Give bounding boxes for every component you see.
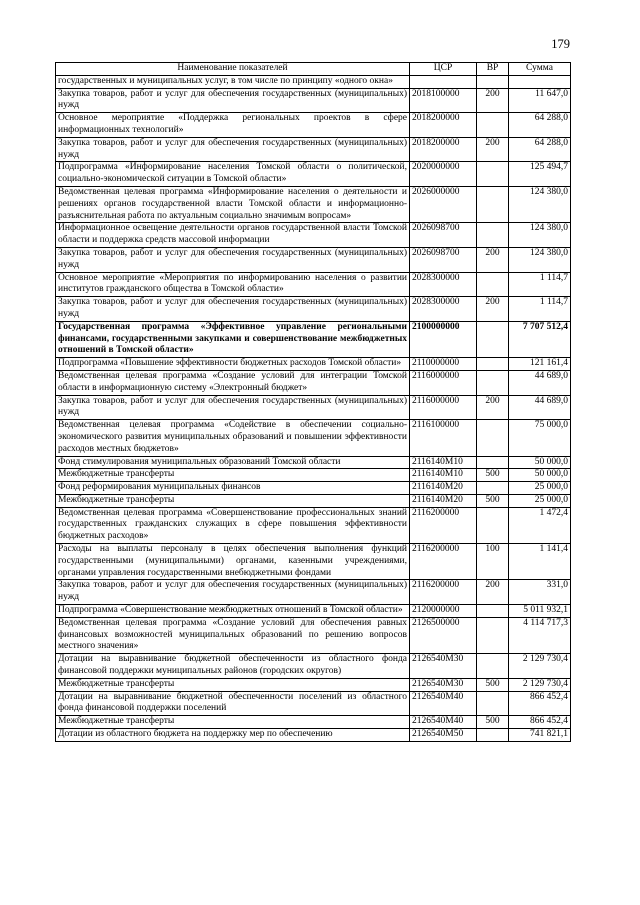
vr-cell bbox=[477, 507, 509, 543]
name-cell: Закупка товаров, работ и услуг для обеспечения государственных (муниципальных) нужд bbox=[56, 580, 410, 605]
table-row bbox=[56, 420, 571, 456]
vr-cell bbox=[477, 691, 509, 716]
vr-cell bbox=[477, 654, 509, 679]
page-number: 179 bbox=[551, 37, 570, 51]
name-cell: Закупка товаров, работ и услуг для обеспечения государственных (муниципальных) нужд bbox=[56, 88, 410, 113]
csr-cell: 2126540М40 bbox=[410, 691, 477, 716]
table-row bbox=[56, 247, 571, 272]
sum-cell: 11 647,0 bbox=[509, 88, 571, 113]
sum-cell: 124 380,0 bbox=[509, 186, 571, 222]
table-header-row bbox=[56, 63, 571, 76]
sum-cell: 121 161,4 bbox=[509, 358, 571, 371]
name-cell: Закупка товаров, работ и услуг для обеспечения государственных (муниципальных) нужд bbox=[56, 395, 410, 420]
vr-cell bbox=[477, 456, 509, 469]
vr-cell: 100 bbox=[477, 544, 509, 580]
csr-cell: 2126540М40 bbox=[410, 716, 477, 729]
name-cell: Ведомственная целевая программа «Совершенствование профессиональных знаний государственных гражданских служащих в сфере повышения эффективности бюджетных расходов» bbox=[56, 507, 410, 543]
table-row bbox=[56, 395, 571, 420]
vr-cell: 500 bbox=[477, 469, 509, 482]
name-cell: Основное мероприятие «Мероприятия по информированию населения о развитии институтов гражданского общества в Томской области» bbox=[56, 272, 410, 297]
table-row bbox=[56, 580, 571, 605]
table-row bbox=[56, 321, 571, 357]
sum-cell: 50 000,0 bbox=[509, 469, 571, 482]
name-cell: Закупка товаров, работ и услуг для обеспечения государственных (муниципальных) нужд bbox=[56, 137, 410, 162]
name-cell: Ведомственная целевая программа «Содействие в обеспечении социально-экономического развития муниципальных образований и повышении эффективности расходов местных бюджетов» bbox=[56, 420, 410, 456]
csr-cell: 2116200000 bbox=[410, 507, 477, 543]
csr-cell: 2100000000 bbox=[410, 321, 477, 357]
name-cell: Закупка товаров, работ и услуг для обеспечения государственных (муниципальных) нужд bbox=[56, 297, 410, 322]
csr-cell: 2116000000 bbox=[410, 395, 477, 420]
name-cell: Государственная программа «Эффективное управление региональными финансами, государственными закупками и совершенствование межбюджетных отношений в Томской области» bbox=[56, 321, 410, 357]
table-row bbox=[56, 507, 571, 543]
table-row bbox=[56, 162, 571, 187]
table-row bbox=[56, 358, 571, 371]
csr-cell: 2116140М10 bbox=[410, 469, 477, 482]
csr-cell: 2026000000 bbox=[410, 186, 477, 222]
vr-cell bbox=[477, 186, 509, 222]
table-row bbox=[56, 716, 571, 729]
table-row bbox=[56, 469, 571, 482]
name-cell: Дотации из областного бюджета на поддержку мер по обеспечению bbox=[56, 729, 410, 742]
sum-cell: 866 452,4 bbox=[509, 716, 571, 729]
vr-cell: 200 bbox=[477, 580, 509, 605]
sum-cell: 25 000,0 bbox=[509, 494, 571, 507]
name-cell: Расходы на выплаты персоналу в целях обеспечения выполнения функций государственными (муниципальными) органами, казенными учреждениями, органами управления государственными внебюджетными фондами bbox=[56, 544, 410, 580]
table-row bbox=[56, 272, 571, 297]
csr-cell bbox=[410, 75, 477, 88]
csr-cell: 2110000000 bbox=[410, 358, 477, 371]
csr-cell: 2028300000 bbox=[410, 297, 477, 322]
sum-cell: 4 114 717,3 bbox=[509, 617, 571, 653]
name-cell: Межбюджетные трансферты bbox=[56, 716, 410, 729]
name-cell: Закупка товаров, работ и услуг для обеспечения государственных (муниципальных) нужд bbox=[56, 247, 410, 272]
vr-cell: 500 bbox=[477, 494, 509, 507]
vr-cell: 500 bbox=[477, 678, 509, 691]
table-row bbox=[56, 678, 571, 691]
sum-cell: 5 011 932,1 bbox=[509, 605, 571, 618]
name-cell: Ведомственная целевая программа «Информирование населения о деятельности и решениях органов государственной власти Томской области и информационно-разъяснительная работа по актуальным социально значимым вопросам» bbox=[56, 186, 410, 222]
vr-cell bbox=[477, 358, 509, 371]
sum-cell: 7 707 512,4 bbox=[509, 321, 571, 357]
csr-cell: 2018200000 bbox=[410, 137, 477, 162]
name-cell: Фонд реформирования муниципальных финансов bbox=[56, 482, 410, 495]
table-body bbox=[56, 75, 571, 741]
header-name: Наименование показателей bbox=[56, 63, 410, 76]
csr-cell: 2116100000 bbox=[410, 420, 477, 456]
csr-cell: 2126500000 bbox=[410, 617, 477, 653]
sum-cell bbox=[509, 75, 571, 88]
sum-cell: 741 821,1 bbox=[509, 729, 571, 742]
sum-cell: 124 380,0 bbox=[509, 247, 571, 272]
csr-cell: 2026098700 bbox=[410, 247, 477, 272]
csr-cell: 2018200000 bbox=[410, 113, 477, 138]
vr-cell bbox=[477, 420, 509, 456]
sum-cell: 50 000,0 bbox=[509, 456, 571, 469]
table-row bbox=[56, 297, 571, 322]
name-cell: Основное мероприятие «Поддержка региональных проектов в сфере информационных технологий» bbox=[56, 113, 410, 138]
vr-cell bbox=[477, 617, 509, 653]
vr-cell bbox=[477, 605, 509, 618]
sum-cell: 125 494,7 bbox=[509, 162, 571, 187]
name-cell: Ведомственная целевая программа «Создание условий для обеспечения равных финансовых возможностей муниципальных образований по решению вопросов местного значения» bbox=[56, 617, 410, 653]
csr-cell: 2020000000 bbox=[410, 162, 477, 187]
name-cell: Подпрограмма «Совершенствование межбюджетных отношений в Томской области» bbox=[56, 605, 410, 618]
name-cell: Межбюджетные трансферты bbox=[56, 469, 410, 482]
table-row bbox=[56, 617, 571, 653]
sum-cell: 25 000,0 bbox=[509, 482, 571, 495]
vr-cell: 200 bbox=[477, 297, 509, 322]
sum-cell: 331,0 bbox=[509, 580, 571, 605]
sum-cell: 1 472,4 bbox=[509, 507, 571, 543]
vr-cell: 500 bbox=[477, 716, 509, 729]
csr-cell: 2126540М50 bbox=[410, 729, 477, 742]
name-cell: Дотации на выравнивание бюджетной обеспеченности из областного фонда финансовой поддержки муниципальных районов (городских округов) bbox=[56, 654, 410, 679]
header-sum: Сумма bbox=[509, 63, 571, 76]
name-cell: Межбюджетные трансферты bbox=[56, 494, 410, 507]
table-row bbox=[56, 494, 571, 507]
vr-cell bbox=[477, 321, 509, 357]
sum-cell: 2 129 730,4 bbox=[509, 654, 571, 679]
vr-cell bbox=[477, 370, 509, 395]
vr-cell bbox=[477, 223, 509, 248]
sum-cell: 64 288,0 bbox=[509, 137, 571, 162]
csr-cell: 2126540М30 bbox=[410, 654, 477, 679]
vr-cell bbox=[477, 729, 509, 742]
vr-cell: 200 bbox=[477, 88, 509, 113]
name-cell: Межбюджетные трансферты bbox=[56, 678, 410, 691]
table-row bbox=[56, 88, 571, 113]
vr-cell bbox=[477, 75, 509, 88]
table-row bbox=[56, 605, 571, 618]
name-cell: Информационное освещение деятельности органов государственной власти Томской области и поддержка средств массовой информации bbox=[56, 223, 410, 248]
table-row bbox=[56, 186, 571, 222]
sum-cell: 44 689,0 bbox=[509, 395, 571, 420]
name-cell: Подпрограмма «Информирование населения Томской области о политической, социально-экономической ситуации в Томской области» bbox=[56, 162, 410, 187]
csr-cell: 2116000000 bbox=[410, 370, 477, 395]
table-row bbox=[56, 370, 571, 395]
table-row bbox=[56, 482, 571, 495]
sum-cell: 124 380,0 bbox=[509, 223, 571, 248]
csr-cell: 2116200000 bbox=[410, 544, 477, 580]
table-row bbox=[56, 75, 571, 88]
header-vr: ВР bbox=[477, 63, 509, 76]
name-cell: Подпрограмма «Повышение эффективности бюджетных расходов Томской области» bbox=[56, 358, 410, 371]
csr-cell: 2126540М30 bbox=[410, 678, 477, 691]
table-row bbox=[56, 691, 571, 716]
table-row bbox=[56, 544, 571, 580]
name-cell: Дотации на выравнивание бюджетной обеспеченности поселений из областного фонда финансовой поддержки поселений bbox=[56, 691, 410, 716]
table-row bbox=[56, 456, 571, 469]
vr-cell bbox=[477, 272, 509, 297]
vr-cell: 200 bbox=[477, 247, 509, 272]
budget-table bbox=[55, 62, 571, 742]
sum-cell: 2 129 730,4 bbox=[509, 678, 571, 691]
csr-cell: 2116140М20 bbox=[410, 494, 477, 507]
sum-cell: 44 689,0 bbox=[509, 370, 571, 395]
table-row bbox=[56, 729, 571, 742]
sum-cell: 866 452,4 bbox=[509, 691, 571, 716]
csr-cell: 2018100000 bbox=[410, 88, 477, 113]
vr-cell bbox=[477, 162, 509, 187]
sum-cell: 64 288,0 bbox=[509, 113, 571, 138]
vr-cell bbox=[477, 482, 509, 495]
csr-cell: 2028300000 bbox=[410, 272, 477, 297]
sum-cell: 1 141,4 bbox=[509, 544, 571, 580]
sum-cell: 1 114,7 bbox=[509, 297, 571, 322]
csr-cell: 2120000000 bbox=[410, 605, 477, 618]
table-row bbox=[56, 137, 571, 162]
vr-cell bbox=[477, 113, 509, 138]
sum-cell: 1 114,7 bbox=[509, 272, 571, 297]
csr-cell: 2116140М20 bbox=[410, 482, 477, 495]
table-row bbox=[56, 113, 571, 138]
name-cell: Ведомственная целевая программа «Создание условий для интеграции Томской области в информационную систему «Электронный бюджет» bbox=[56, 370, 410, 395]
header-csr: ЦСР bbox=[410, 63, 477, 76]
csr-cell: 2026098700 bbox=[410, 223, 477, 248]
vr-cell: 200 bbox=[477, 395, 509, 420]
csr-cell: 2116200000 bbox=[410, 580, 477, 605]
table-row bbox=[56, 654, 571, 679]
vr-cell: 200 bbox=[477, 137, 509, 162]
csr-cell: 2116140М10 bbox=[410, 456, 477, 469]
table-row bbox=[56, 223, 571, 248]
name-cell: государственных и муниципальных услуг, в том числе по принципу «одного окна» bbox=[56, 75, 410, 88]
sum-cell: 75 000,0 bbox=[509, 420, 571, 456]
name-cell: Фонд стимулирования муниципальных образований Томской области bbox=[56, 456, 410, 469]
